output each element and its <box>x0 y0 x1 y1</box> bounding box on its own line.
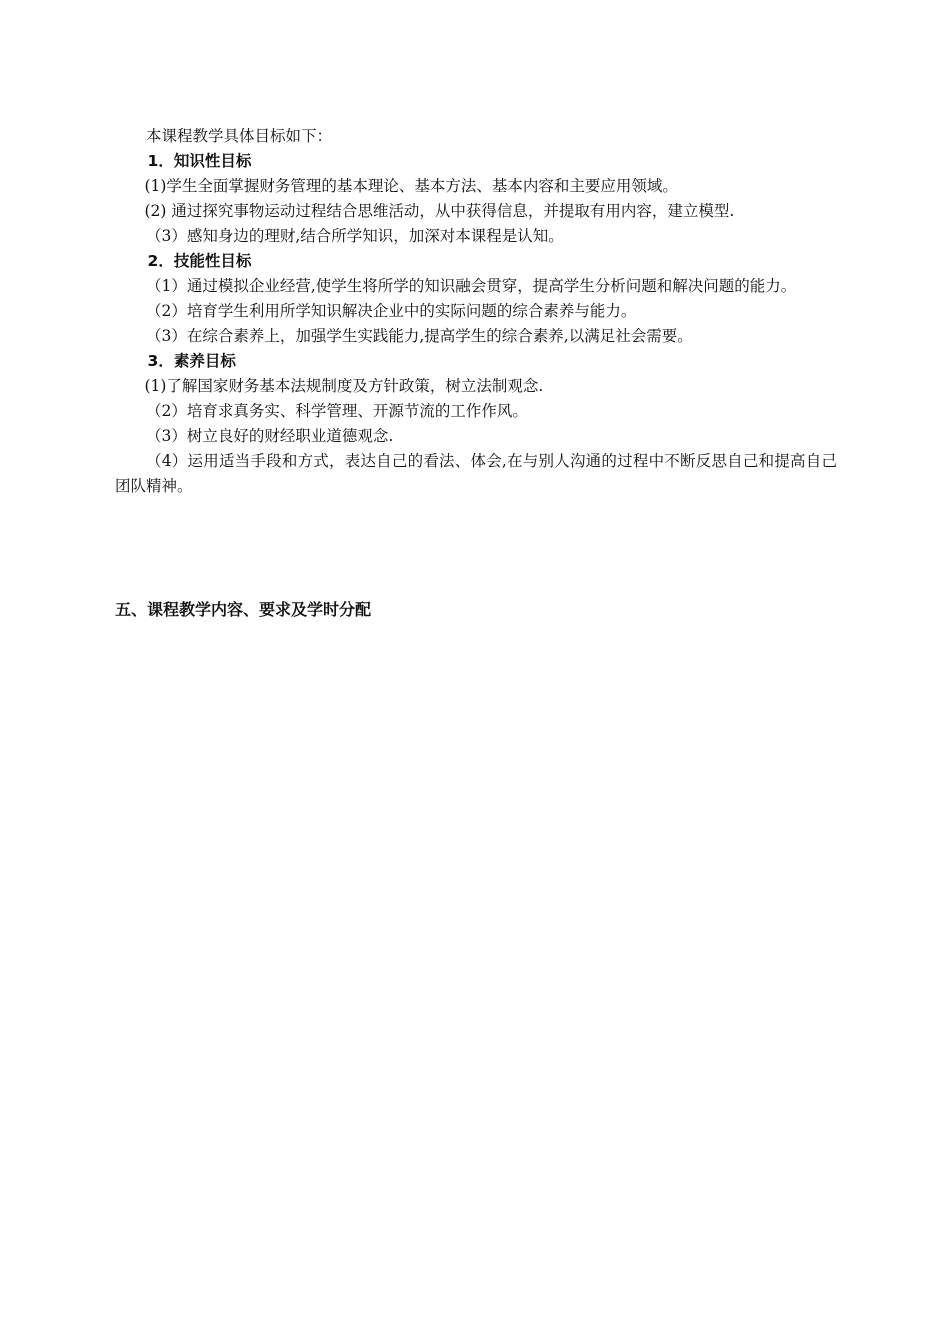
knowledge-goal-item: (1)学生全面掌握财务管理的基本理论、基本方法、基本内容和主要应用领域。 <box>144 177 678 195</box>
literacy-goal-item: （4）运用适当手段和方式，表达自己的看法、体会,在与别人沟通的过程中不断反思自己和提高自己团队精神。 <box>115 452 837 495</box>
knowledge-goal-item: （3）感知身边的理财,结合所学知识，加深对本课程是认知。 <box>146 227 564 245</box>
literacy-goal-item: (1)了解国家财务基本法规制度及方针政策，树立法制观念. <box>144 377 544 395</box>
knowledge-goal-item: (2) 通过探究事物运动过程结合思维活动，从中获得信息，并提取有用内容，建立模型. <box>144 202 735 220</box>
intro-paragraph: 本课程教学具体目标如下： <box>146 127 333 145</box>
skill-goal-item: （2）培育学生利用所学知识解决企业中的实际问题的综合素养与能力。 <box>146 302 637 320</box>
knowledge-goals-heading: 1．知识性目标 <box>147 152 252 170</box>
section-heading: 五、课程教学内容、要求及学时分配 <box>115 600 372 619</box>
skill-goal-item: （3）在综合素养上，加强学生实践能力,提高学生的综合素养,以满足社会需要。 <box>146 327 693 345</box>
document-body <box>115 124 837 499</box>
literacy-goal-item: （3）树立良好的财经职业道德观念. <box>146 427 394 445</box>
skill-goals-heading: 2．技能性目标 <box>147 252 252 270</box>
literacy-goal-item: （2）培育求真务实、科学管理、开源节流的工作作风。 <box>146 402 528 420</box>
literacy-goals-heading: 3．素养目标 <box>147 352 236 370</box>
skill-goal-item: （1）通过模拟企业经营,使学生将所学的知识融会贯穿，提高学生分析问题和解决问题的能力。 <box>146 277 797 295</box>
